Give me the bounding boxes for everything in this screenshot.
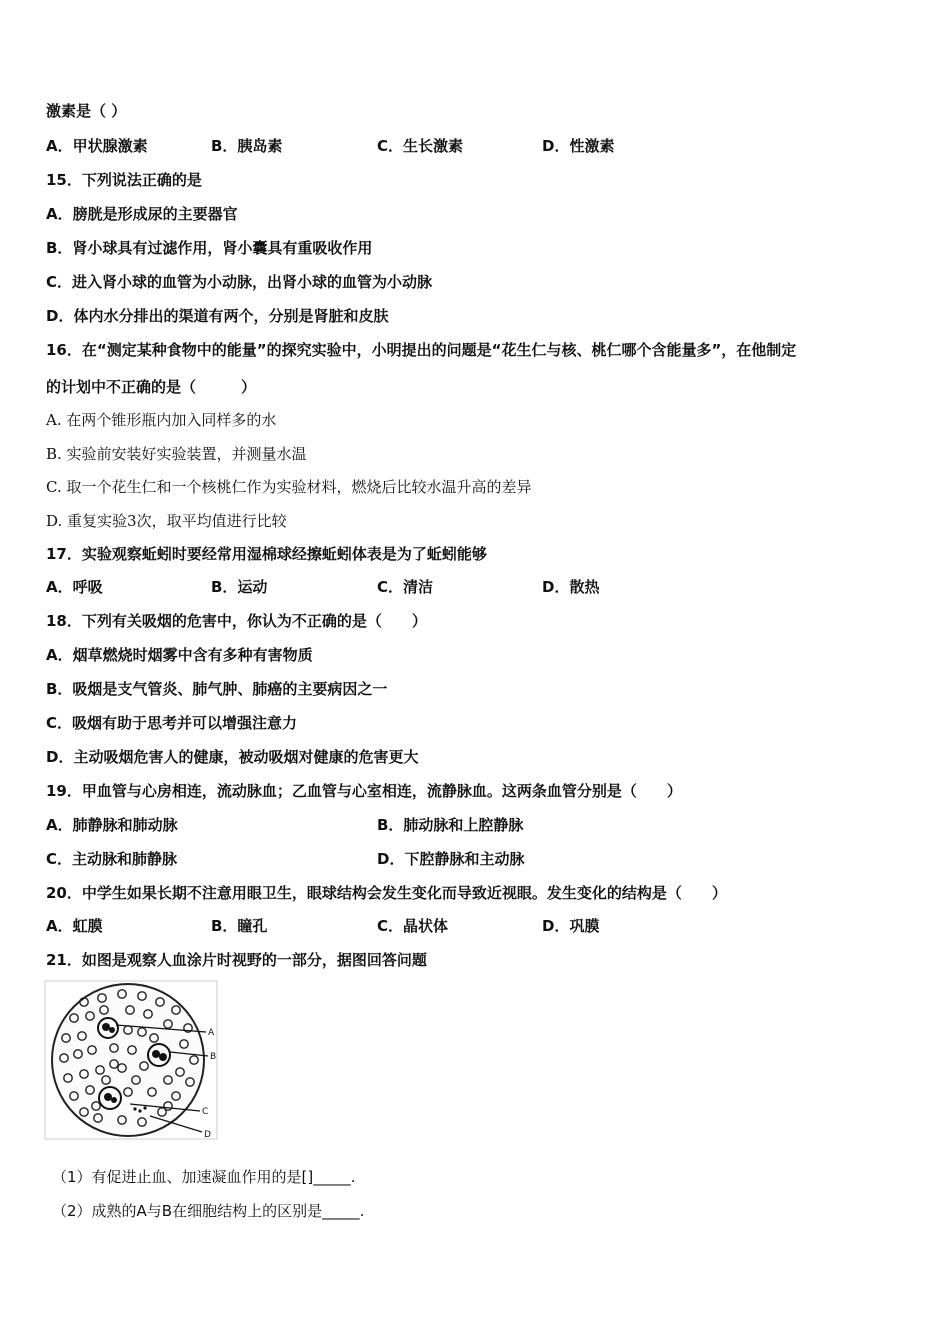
q14-option-c: C．生长激素 bbox=[377, 137, 464, 155]
q18-option-a: A．烟草燃烧时烟雾中含有多种有害物质 bbox=[46, 646, 313, 664]
question-14-stem-tail: 激素是（ ） bbox=[46, 102, 127, 120]
q18-option-d: D．主动吸烟危害人的健康，被动吸烟对健康的危害更大 bbox=[46, 748, 419, 766]
question-20-stem: 20．中学生如果长期不注意用眼卫生，眼球结构会发生变化而导致近视眼。发生变化的结构是（ ） bbox=[46, 884, 727, 902]
q20-option-b: B．瞳孔 bbox=[211, 917, 268, 935]
q15-option-d: D．体内水分排出的渠道有两个，分别是肾脏和皮肤 bbox=[46, 307, 389, 325]
q20-option-d: D．巩膜 bbox=[542, 917, 600, 935]
q14-option-d: D．性激素 bbox=[542, 137, 615, 155]
q19-option-b: B．肺动脉和上腔静脉 bbox=[377, 816, 524, 834]
q19-option-a: A．肺静脉和肺动脉 bbox=[46, 816, 178, 834]
question-21-stem: 21．如图是观察人血涂片时视野的一部分，据图回答问题 bbox=[46, 951, 427, 969]
q14-option-b: B．胰岛素 bbox=[211, 137, 283, 155]
question-18-stem: 18．下列有关吸烟的危害中，你认为不正确的是（ ） bbox=[46, 612, 427, 630]
figure-label-b: B bbox=[210, 1052, 217, 1062]
q20-option-c: C．晶状体 bbox=[377, 917, 449, 935]
figure-label-c: C bbox=[202, 1107, 209, 1117]
q16-option-d: D. 重复实验3次，取平均值进行比较 bbox=[46, 512, 287, 530]
q21-subquestion-1: （1）有促进止血、加速凝血作用的是[]_____. bbox=[52, 1168, 356, 1186]
q15-option-a: A．膀胱是形成尿的主要器官 bbox=[46, 205, 238, 223]
q17-option-a: A．呼吸 bbox=[46, 578, 103, 596]
figure-label-a: A bbox=[208, 1028, 215, 1038]
q16-option-a: A. 在两个锥形瓶内加入同样多的水 bbox=[46, 411, 277, 429]
q19-option-c: C．主动脉和肺静脉 bbox=[46, 850, 178, 868]
question-16-stem-cont: 的计划中不正确的是（ ） bbox=[46, 378, 257, 396]
q16-option-b: B. 实验前安装好实验装置，并测量水温 bbox=[46, 445, 307, 463]
q14-option-a: A．甲状腺激素 bbox=[46, 137, 148, 155]
q17-option-c: C．清洁 bbox=[377, 578, 434, 596]
q19-option-d: D．下腔静脉和主动脉 bbox=[377, 850, 525, 868]
figure-label-d: D bbox=[204, 1130, 211, 1140]
q20-option-a: A．虹膜 bbox=[46, 917, 103, 935]
q15-option-b: B．肾小球具有过滤作用，肾小囊具有重吸收作用 bbox=[46, 239, 373, 257]
question-19-stem: 19．甲血管与心房相连，流动脉血；乙血管与心室相连，流静脉血。这两条血管分别是（ ） bbox=[46, 782, 682, 800]
q17-option-d: D．散热 bbox=[542, 578, 600, 596]
q18-option-b: B．吸烟是支气管炎、肺气肿、肺癌的主要病因之一 bbox=[46, 680, 388, 698]
question-17-stem: 17．实验观察蚯蚓时要经常用湿棉球经擦蚯蚓体表是为了蚯蚓能够 bbox=[46, 545, 487, 563]
q17-option-b: B．运动 bbox=[211, 578, 268, 596]
q15-option-c: C．进入肾小球的血管为小动脉，出肾小球的血管为小动脉 bbox=[46, 273, 433, 291]
question-16-stem: 16．在“测定某种食物中的能量”的探究实验中，小明提出的问题是“花生仁与核、桃仁哪个含能量多”，在他制定 bbox=[46, 341, 797, 359]
q21-subquestion-2: （2）成熟的A与B在细胞结构上的区别是_____. bbox=[52, 1202, 365, 1220]
blood-smear-figure bbox=[44, 980, 220, 1142]
q16-option-c: C. 取一个花生仁和一个核桃仁作为实验材料，燃烧后比较水温升高的差异 bbox=[46, 478, 532, 496]
question-15-stem: 15．下列说法正确的是 bbox=[46, 171, 202, 189]
q18-option-c: C．吸烟有助于思考并可以增强注意力 bbox=[46, 714, 298, 732]
